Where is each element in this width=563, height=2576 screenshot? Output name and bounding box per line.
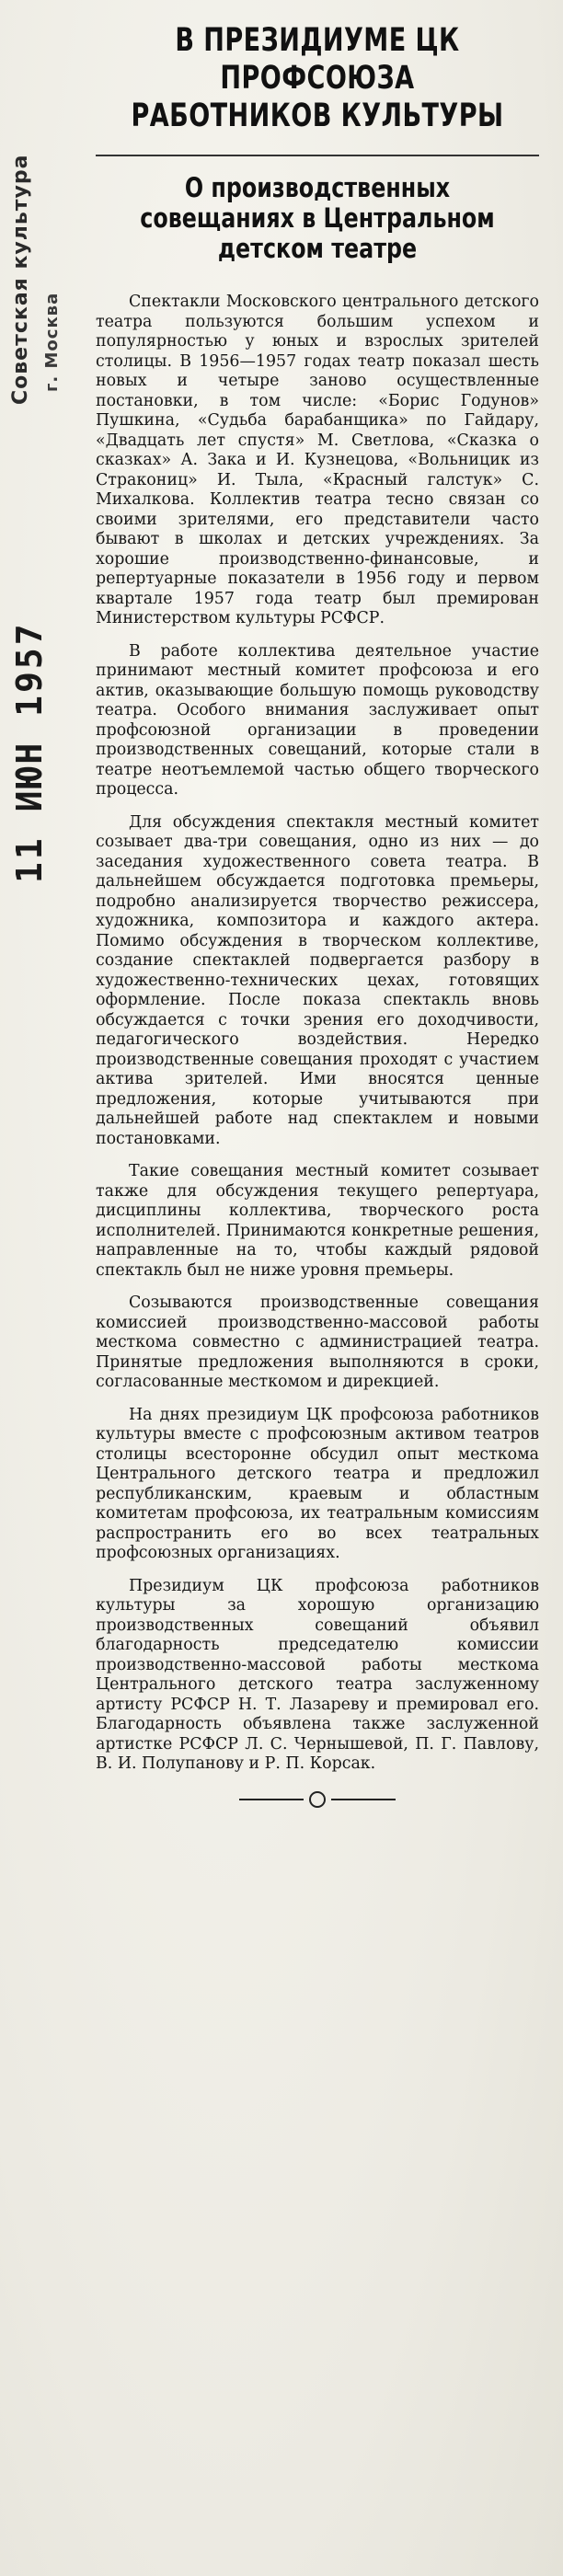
paragraph: В работе коллектива деятельное участие принимают местный комитет профсоюза и его актив, оказывающие большую помощь руководству театра. Особого внимания заслуживает опыт профсоюзной организации в проведении производственных совещаний, которые стали в театре неотъемлемой частью общего творческого процесса. [96, 641, 539, 799]
paragraph: Созываются производственные совещания комиссией производственно-массовой работы месткома совместно с администрацией театра. Принятые предложения выполняются в сроки, согласованные месткомом и дирекцией. [96, 1294, 539, 1391]
stamp-city: г. Москва [42, 292, 62, 392]
article-headline: О производственных совещаниях в Центральном детском театре [140, 172, 495, 264]
paragraph: На днях президиум ЦК профсоюза работников культуры вместе с профсоюзным активом театров столицы всесторонне обсудил опыт месткома Центрального детского театра и предложил республиканским, краевым и областным комитетам профсоюза, их театральным комиссиям распространить его во всех театральных профсоюзных организациях. [96, 1405, 539, 1562]
paragraph: Спектакли Московского центрального детского театра пользуются большим успехом и популярностью у юных и взрослых зрителей столицы. В 1956—1957 годах театр показал шесть новых и четыре заново осуществленные постановки, в том числе: «Борис Годунов» Пушкина, «Судьба барабанщика» по Гайдару, «Двадцать лет спустя» М. Светлова, «Сказка о сказках» А. Зака и И. Кузнецова, «Вольницик из Стракониц» И. Тыла, «Красный галстук» С. Михалкова. Коллектив театра тесно связан со своими зрителями, его представители часто бывают в школах и детских учреждениях. За хорошие производственно-финансовые, и репертуарные показатели в 1956 году и первом квартале 1957 года театр был премирован Министерством культуры РСФСР. [96, 293, 539, 627]
paragraph: Для обсуждения спектакля местный комитет созывает два-три совещания, одно из них — до заседания художественного совета театра. В дальнейшем обсуждается подготовка премьеры, подробно анализируется творчество режиссера, художника, композитора и каждого актера. Помимо обсуждения в творческом коллективе, создание спектаклей подвергается разбору в художественно-технических цехах, готовящих оформление. После показа спектакль вновь обсуждается с точки зрения его доходчивости, педагогического воздействия. Нередко производственные совещания проходят с участием актива зрителей. Ими вносятся ценные предложения, которые учитываются при дальнейшей работе над спектаклем и новыми постановками. [96, 812, 539, 1148]
stamp-source: Советская культура [9, 154, 32, 405]
ornament-line-right [331, 1799, 396, 1800]
divider-rule [96, 155, 539, 156]
stamp-date: 11 ИЮН 1957 [9, 621, 50, 883]
ornament-line-left [239, 1799, 304, 1800]
ornament-ring [309, 1791, 326, 1808]
paragraph: Президиум ЦК профсоюза работников культуры за хорошую организацию производственных совещаний объявил благодарность председателю комиссии производственно-массовой работы месткома Центрального детского театра заслуженному артисту РСФСР Н. Т. Лазареву и премировал его. Благодарность объявлена также заслуженной артистке РСФСР Л. С. Чернышевой, П. Г. Павлову, В. И. Полупанову и Р. П. Корсак. [96, 1576, 539, 1773]
section-rubric: В ПРЕЗИДИУМЕ ЦК ПРОФСОЮЗА РАБОТНИКОВ КУЛЬТУРЫ [131, 22, 504, 134]
archive-stamp [0, 154, 88, 966]
article-body [96, 293, 539, 1775]
end-ornament [96, 1788, 539, 1811]
article-column [96, 22, 539, 1811]
paragraph: Такие совещания местный комитет созывает также для обсуждения текущего репертуара, дисциплины коллектива, творческого роста исполнителей. Принимаются конкретные решения, направленные на то, чтобы каждый рядовой спектакль был не ниже уровня премьеры. [96, 1162, 539, 1280]
